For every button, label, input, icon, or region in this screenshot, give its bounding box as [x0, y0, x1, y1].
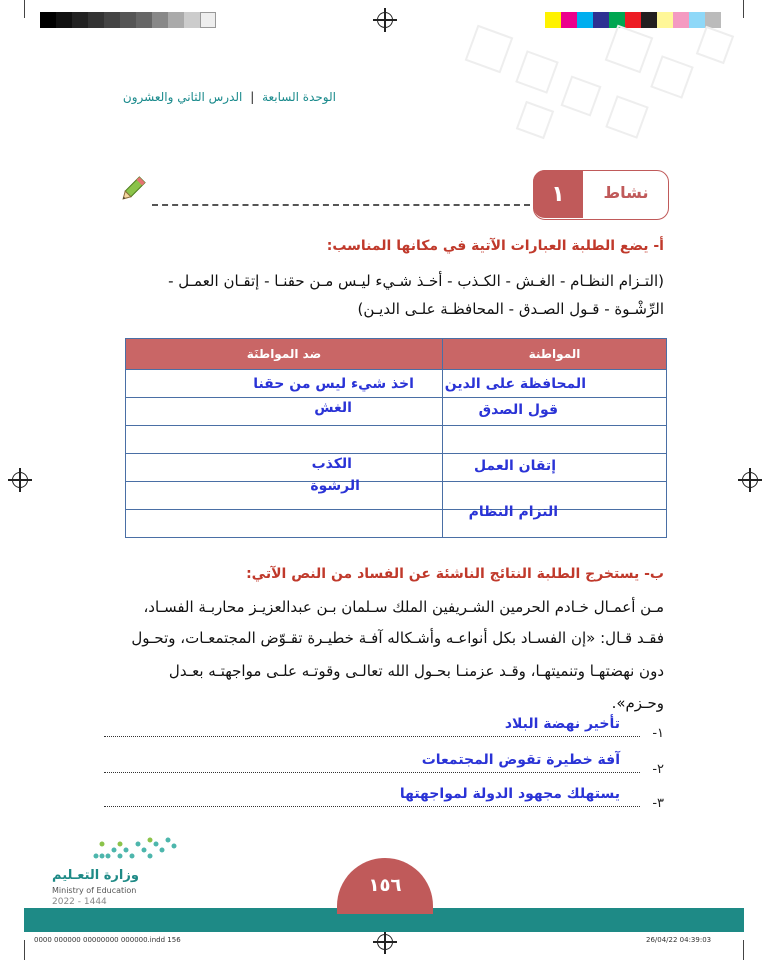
activity-label: نشاط [603, 183, 649, 202]
section-a-line2: الرِّشْـوة - قـول الصـدق - المحافظـة علـى الديـن) [357, 300, 664, 318]
handwritten-answer: اخذ شيء ليس من حقنا [253, 376, 414, 392]
registration-mark-right [742, 472, 758, 488]
activity-number: ١ [533, 170, 583, 218]
section-b-line3: دون نهضتهـا وتنميتهـا، وقـد عزمنـا بحـول الله تعالـى وقوتـه علـى مواجهتـه بعـدل [168, 662, 664, 680]
table-cell[interactable] [126, 510, 443, 538]
answer-number: ١- [652, 726, 664, 741]
ministry-name-english: Ministry of Education [52, 886, 137, 895]
dotted-line [104, 772, 640, 773]
table-cell[interactable] [126, 370, 443, 398]
citizenship-table [125, 338, 667, 538]
table-row [126, 510, 667, 538]
section-b-title: ب- يستخرج الطلبة النتائج الناشئة عن الفساد من النص الآتي: [246, 566, 664, 582]
handwritten-answer: الكذب [311, 456, 352, 472]
handwritten-answer: المحافظة على الدين [444, 376, 586, 392]
table-cell[interactable] [126, 398, 443, 426]
footer-filename: 0000 000000 00000000 000000.indd 156 [34, 936, 181, 944]
section-a-title: أ- يضع الطلبة العبارات الآتية في مكانها المناسب: [326, 238, 664, 254]
section-b-line4: وحـزم». [611, 694, 664, 712]
handwritten-answer: تأخير نهضة البلاد [504, 716, 620, 732]
table-cell[interactable] [126, 454, 443, 482]
handwritten-answer: آفة خطيرة تقوض المجتمعات [421, 752, 620, 768]
pencil-icon [118, 174, 148, 208]
ministry-name-arabic: وزارة التعـليم [52, 868, 139, 883]
dotted-line [104, 736, 640, 737]
breadcrumb-separator: | [250, 90, 255, 104]
handwritten-answer: قول الصدق [478, 402, 558, 418]
breadcrumb [123, 90, 336, 104]
trim-mark [24, 940, 25, 960]
table-cell[interactable] [442, 426, 666, 454]
table-cell[interactable] [442, 398, 666, 426]
registration-mark-left [12, 472, 28, 488]
registration-mark-top [377, 12, 393, 28]
answer-number: ٢- [652, 762, 664, 777]
trim-mark [24, 0, 25, 18]
trim-mark [743, 940, 744, 960]
handwritten-answer: الغش [314, 400, 352, 416]
handwritten-answer: إتقان العمل [473, 458, 556, 474]
column-header-anti-citizenship: ضد المواطنَة [126, 339, 443, 370]
table-row [126, 454, 667, 482]
registration-mark-bottom [377, 934, 393, 950]
section-b-line1: مـن أعمـال خـادم الحرمين الشـريفين الملك سـلمان بـن عبدالعزيـز محاربـة الفسـاد، [143, 598, 664, 616]
footer-timestamp: 26/04/22 04:39:03 [646, 936, 712, 944]
handwritten-answer: الرشوة [310, 478, 360, 494]
page-number: ١٥٦ [337, 858, 433, 914]
table-row [126, 482, 667, 510]
table-row [126, 398, 667, 426]
table-cell[interactable] [442, 504, 666, 538]
lesson-label: الدرس الثاني والعشرون [122, 90, 243, 104]
table-cell[interactable] [126, 426, 443, 454]
table-cell[interactable] [442, 370, 666, 398]
handwritten-answer: التزام النظام [468, 504, 558, 520]
table-row [126, 426, 667, 454]
dashed-divider [152, 204, 530, 206]
handwritten-answer: يستهلك مجهود الدولة لمواجهتها [399, 786, 620, 802]
section-a-line1: (التـزام النظـام - الغـش - الكـذب - أخـذ شـيء ليـس مـن حقنـا - إتقـان العمـل - [168, 272, 664, 290]
answer-line[interactable] [104, 716, 664, 746]
column-header-citizenship: المواطنة [442, 339, 666, 370]
answer-line[interactable] [104, 752, 664, 782]
table-cell[interactable] [126, 478, 443, 510]
ministry-logo-icon [92, 836, 178, 868]
dotted-line [104, 806, 640, 807]
table-cell[interactable] [442, 454, 666, 482]
section-b-line2: فقـد قـال: «إن الفسـاد بكل أنواعـه وأشـكاله آفـة خطيـرة تقـوّض المجتمعـات، وتحـول [131, 629, 664, 647]
trim-mark [743, 0, 744, 18]
unit-label: الوحدة السابعة [262, 90, 336, 104]
answer-number: ٣- [652, 796, 664, 811]
answer-line[interactable] [104, 786, 664, 816]
table-row [126, 370, 667, 398]
ministry-year: 2022 - 1444 [52, 897, 107, 907]
